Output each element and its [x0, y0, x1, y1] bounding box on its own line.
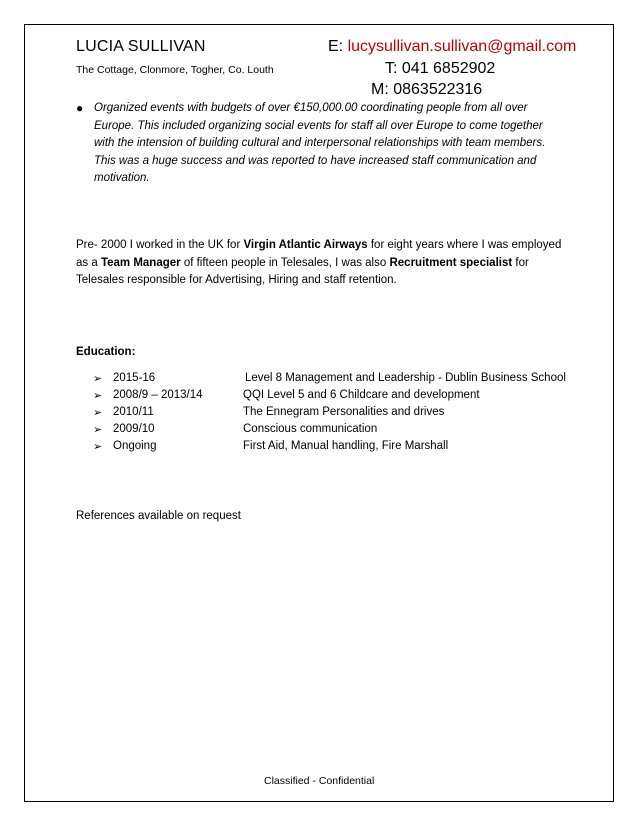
education-period: Ongoing: [113, 440, 157, 452]
experience-text: Pre- 2000 I worked in the UK for: [76, 239, 244, 251]
references-note: References available on request: [76, 510, 241, 522]
education-item: [93, 389, 573, 406]
education-description: QQI Level 5 and 6 Childcare and development: [243, 389, 480, 401]
arrow-bullet-icon: ➢: [93, 373, 103, 385]
email-line: [328, 38, 576, 56]
email-link[interactable]: lucysullivan.sullivan@gmail.com: [347, 38, 577, 55]
arrow-bullet-icon: ➢: [93, 407, 103, 419]
experience-text: for eight years where I was employed as a: [76, 239, 562, 269]
achievement-bullet: [76, 100, 556, 188]
experience-paragraph: [76, 237, 566, 290]
education-heading: Education:: [76, 346, 136, 358]
role-title: Recruitment specialist: [389, 256, 513, 269]
phone-number: T: 041 6852902: [385, 60, 496, 77]
role-title: Team Manager: [100, 256, 181, 269]
candidate-name: LUCIA SULLIVAN: [76, 38, 206, 55]
education-item: [93, 423, 573, 440]
education-period: 2015-16: [113, 372, 156, 384]
education-item: [93, 406, 573, 423]
education-item: [93, 440, 573, 457]
education-period: 2010/11: [113, 406, 154, 418]
candidate-address: The Cottage, Clonmore, Togher, Co. Louth: [76, 64, 274, 76]
education-description: First Aid, Manual handling, Fire Marshall: [243, 440, 449, 452]
education-description: Conscious communication: [243, 423, 378, 435]
bullet-dot-icon: ●: [76, 101, 84, 115]
company-name: Virgin Atlantic Airways: [243, 239, 368, 251]
experience-text: for Telesales responsible for Advertising, Hiring and staff retention.: [76, 256, 529, 286]
arrow-bullet-icon: ➢: [93, 424, 103, 436]
email-label: E:: [328, 38, 344, 55]
education-description: Level 8 Management and Leadership - Dublin Business School: [245, 372, 566, 384]
arrow-bullet-icon: ➢: [93, 390, 103, 402]
achievement-text: Organized events with budgets of over €150,000.00 coordinating people from all over Europe. This included organizing social events for staff all over Europe to come together with the intension of building cultural and interpersonal relationships with team members. This was a huge success and was reported to have increased staff communication and motivation.: [94, 102, 546, 184]
education-period: 2009/10: [113, 423, 155, 435]
footer-classification: Classified - Confidential: [264, 775, 375, 787]
experience-text: of fifteen people in Telesales, I was also: [180, 256, 390, 269]
education-description: The Ennegram Personalities and drives: [243, 406, 445, 418]
mobile-number: M: 0863522316: [371, 81, 483, 98]
education-period: 2008/9 – 2013/14: [113, 389, 203, 401]
education-item: [93, 372, 573, 389]
arrow-bullet-icon: ➢: [93, 441, 103, 453]
